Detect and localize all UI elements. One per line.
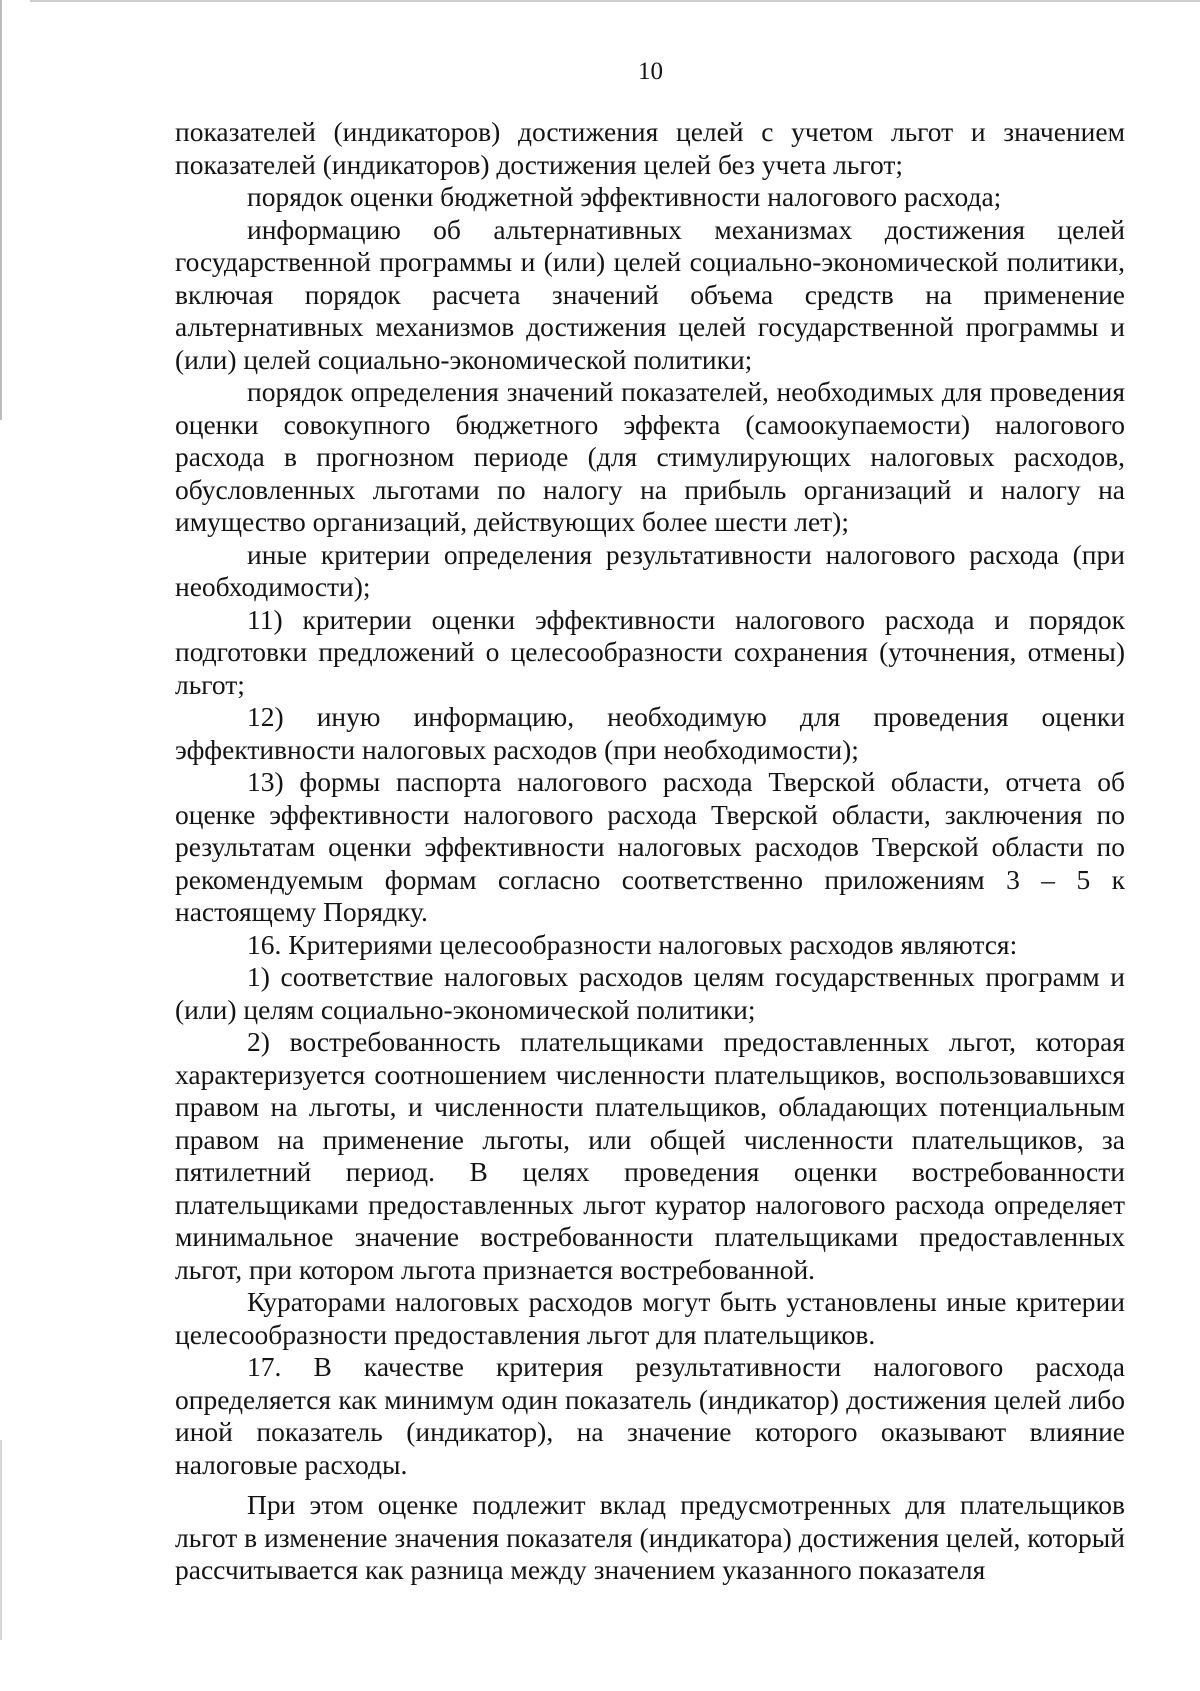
- paragraph-section-17: 17. В качестве критерия результативности налогового расхода определяется как минимум один показатель (индикатор) достижения целей либо иной показатель (индикатор), на значение которого оказывают влияние налоговые расходы.: [175, 1351, 1125, 1480]
- page-number: 10: [638, 58, 663, 85]
- paragraph-curators: Кураторами налоговых расходов могут быть установлены иные критерии целесообразности предоставления льгот для плательщиков.: [175, 1286, 1125, 1350]
- scan-edge-left-lower: [0, 1440, 2, 1640]
- paragraph-indicator-values: порядок определения значений показателей, необходимых для проведения оценки совокупного бюджетного эффекта (самоокупаемости) налогового расхода в прогнозном периоде (для стимулирующих налоговых расходов, обусловленных льготами по налогу на прибыль организаций и налогу на имущество организаций, действующих более шести лет);: [175, 376, 1125, 537]
- paragraph-budget-efficiency: порядок оценки бюджетной эффективности налогового расхода;: [247, 181, 1002, 212]
- paragraph-item-12: 12) иную информацию, необходимую для проведения оценки эффективности налоговых расходов (при необходимости);: [175, 701, 1125, 765]
- paragraph-assessment: При этом оценке подлежит вклад предусмотренных для плательщиков льгот в изменение значения показателя (индикатора) достижения целей, который рассчитывается как разница между значением указанного показателя: [175, 1489, 1125, 1585]
- paragraph-16-item-1: 1) соответствие налоговых расходов целям государственных программ и (или) целям социально-экономической политики;: [175, 961, 1125, 1025]
- paragraph-continuation: показателей (индикаторов) достижения целей с учетом льгот и значением показателей (индикаторов) достижения целей без учета льгот;: [175, 116, 1125, 180]
- paragraph-other-criteria: иные критерии определения результативности налогового расхода (при необходимости);: [175, 538, 1125, 602]
- paragraph-alternative-mechanisms: информацию об альтернативных механизмах достижения целей государственной программы и (или) целей социально-экономической политики, включая порядок расчета значений объема средств на применение альтернативных механизмов достижения целей государственной программы и (или) целей социально-экономической политики;: [175, 213, 1125, 375]
- scan-edge-top: [30, 0, 1200, 2]
- document-body: [175, 116, 1125, 1587]
- paragraph-item-11: 11) критерии оценки эффективности налогового расхода и порядок подготовки предложений о целесообразности сохранения (уточнения, отмены) льгот;: [175, 603, 1125, 700]
- paragraph-section-16: 16. Критериями целесообразности налоговых расходов являются:: [247, 928, 1018, 960]
- paragraph-item-13: 13) формы паспорта налогового расхода Тверской области, отчета об оценке эффективности налогового расхода Тверской области, заключения по результатам оценки эффективности налоговых расходов Тверской области по рекомендуемым формам согласно соответственно приложениям 3 – 5 к настоящему Порядку.: [175, 766, 1125, 927]
- paragraph-16-item-2: 2) востребованность плательщиками предоставленных льгот, которая характеризуется соотношением численности плательщиков, воспользовавшихся правом на льготы, и численности плательщиков, обладающих потенциальным правом на применение льготы, или общей численности плательщиков, за пятилетний период. В целях проведения оценки востребованности плательщиками предоставленных льгот куратор налогового расхода определяет минимальное значение востребованности плательщиками предоставленных льгот, при котором льгота признается востребованной.: [175, 1026, 1125, 1285]
